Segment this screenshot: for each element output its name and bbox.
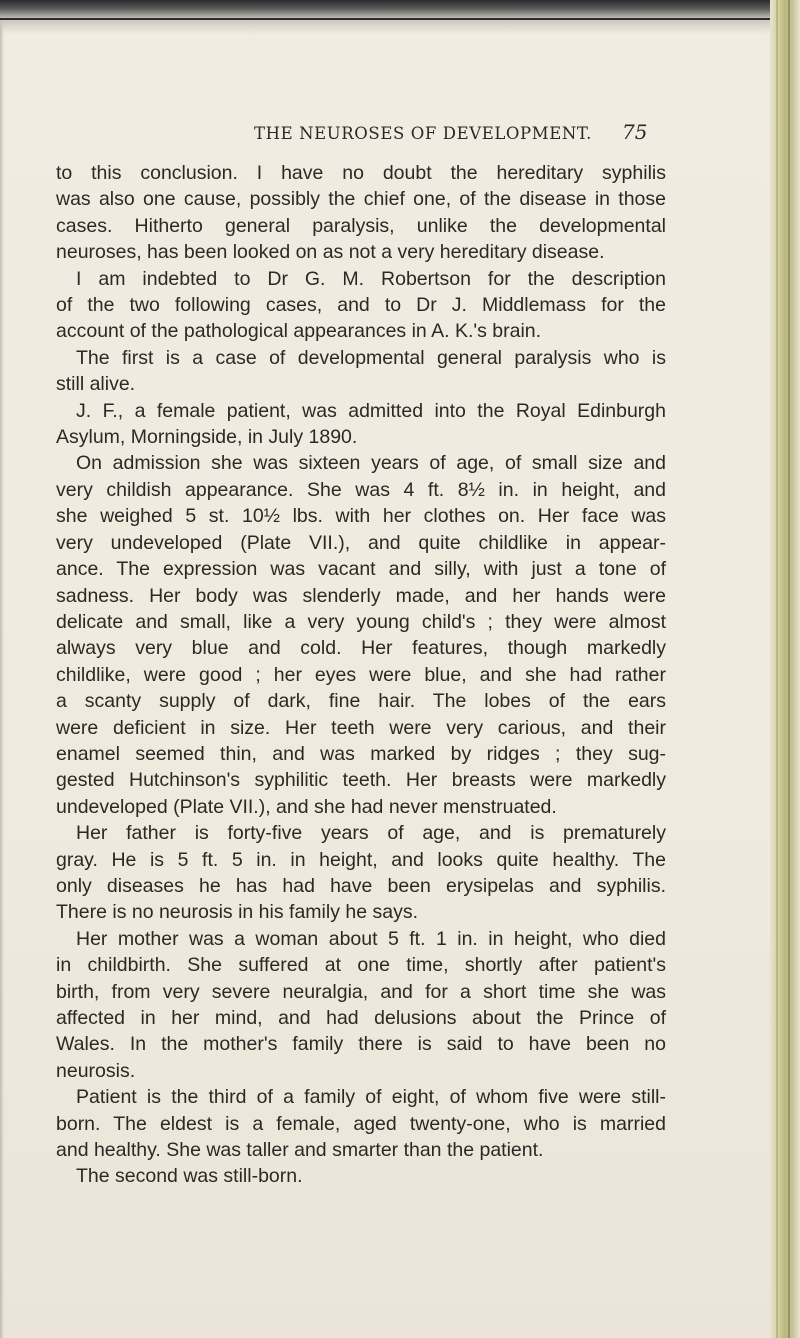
text-line: neuroses, has been looked on as not a very hereditary disease.	[56, 241, 605, 264]
text-line: gested Hutchinson's syphilitic teeth. Her breasts were markedly	[56, 769, 666, 792]
text-line: On admission she was sixteen years of age, of small size and	[76, 452, 666, 475]
text-line: and healthy. She was taller and smarter than the patient.	[56, 1139, 544, 1162]
text-line: undeveloped (Plate VII.), and she had never menstruated.	[56, 795, 557, 818]
text-line: to this conclusion. I have no doubt the hereditary syphilis	[56, 162, 666, 184]
book-spine-edge	[770, 0, 800, 1338]
text-line: in childbirth. She suffered at one time, shortly after patient's	[56, 954, 666, 977]
text-line: There is no neurosis in his family he says.	[56, 901, 418, 924]
body-text	[56, 160, 666, 1190]
text-line: were deficient in size. Her teeth were very carious, and their	[56, 716, 666, 739]
text-line: a scanty supply of dark, fine hair. The lobes of the ears	[56, 690, 666, 713]
text-line: always very blue and cold. Her features, though markedly	[56, 637, 666, 660]
page-top-edge	[0, 0, 770, 34]
text-line: I am indebted to Dr G. M. Robertson for the description	[76, 267, 666, 290]
text-line: Wales. In the mother's family there is said to have been no	[56, 1033, 666, 1056]
text-line: ance. The expression was vacant and silly, with just a tone of	[56, 558, 666, 581]
text-line: The second was still-born.	[76, 1165, 303, 1188]
text-line: childlike, were good ; her eyes were blue, and she had rather	[56, 663, 666, 686]
text-line: Asylum, Morningside, in July 1890.	[56, 426, 358, 449]
text-line: The first is a case of developmental general paralysis who is	[76, 346, 666, 369]
text-line: very undeveloped (Plate VII.), and quite childlike in appear-	[56, 531, 666, 554]
text-line: neurosis.	[56, 1059, 136, 1082]
text-line: account of the pathological appearances in A. K.'s brain.	[56, 320, 542, 343]
text-line: very childish appearance. She was 4 ft. 8½ in. in height, and	[56, 478, 666, 501]
text-line: sadness. Her body was slenderly made, and her hands were	[56, 584, 666, 607]
text-line: was also one cause, possibly the chief one, of the disease in those	[56, 188, 666, 211]
text-line: of the two following cases, and to Dr J. Middlemass for the	[56, 294, 666, 317]
page-left-shadow	[0, 0, 4, 1338]
text-line: still alive.	[56, 373, 136, 396]
text-line: Her father is forty-five years of age, and is prematurely	[76, 822, 666, 845]
text-line: born. The eldest is a female, aged twenty-one, who is married	[56, 1112, 666, 1135]
spine-line	[788, 0, 790, 1338]
text-line: gray. He is 5 ft. 5 in. in height, and looks quite healthy. The	[56, 848, 666, 871]
running-head-title: THE NEUROSES OF DEVELOPMENT.	[254, 124, 592, 143]
text-line: J. F., a female patient, was admitted into the Royal Edinburgh	[76, 399, 666, 422]
text-line: she weighed 5 st. 10½ lbs. with her clothes on. Her face was	[56, 505, 666, 528]
top-edge-rule	[0, 18, 780, 20]
text-line: Patient is the third of a family of eight, of whom five were still-	[76, 1086, 666, 1109]
spine-line	[776, 0, 778, 1338]
text-line: Her mother was a woman about 5 ft. 1 in. in height, who died	[76, 927, 666, 950]
text-line: cases. Hitherto general paralysis, unlike the developmental	[56, 214, 666, 237]
text-line: enamel seemed thin, and was marked by ridges ; they sug-	[56, 742, 666, 765]
page-number: 75	[622, 120, 648, 144]
text-line: affected in her mind, and had delusions about the Prince of	[56, 1007, 666, 1029]
text-line: birth, from very severe neuralgia, and for a short time she was	[56, 980, 666, 1003]
text-line: only diseases he has had have been erysipelas and syphilis.	[56, 874, 666, 897]
text-line: delicate and small, like a very young child's ; they were almost	[56, 610, 666, 633]
